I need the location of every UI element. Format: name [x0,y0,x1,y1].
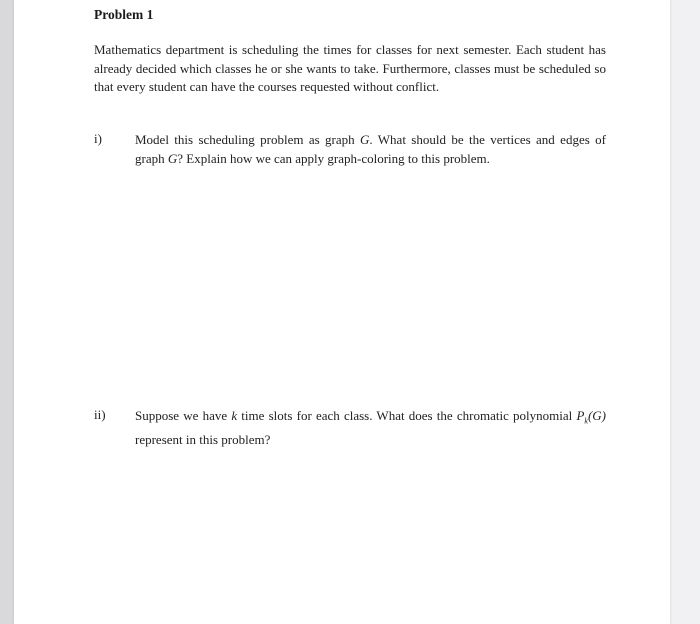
item-2-label: ii) [94,407,106,422]
item-2-text: Suppose we have k time slots for each class. What does the chromatic polynomial $P_k(G)$ represent in this problem? [135,408,606,448]
math-sub-k: k [584,416,588,426]
problem-title: Problem 1 [94,7,154,22]
problem-intro: Mathematics department is scheduling the times for classes for next semester. Each student has already decided which classes he or she wants to take. Furthermore, classes must be scheduled so that every student can have the courses requested without conflict. [94,42,606,94]
math-p: P [576,408,585,423]
math-g: G [360,132,370,147]
math-g: G [167,150,178,166]
item-1-text: Model this scheduling problem as graph G. What should be the vertices and edges of graph G? Explain how we can apply graph-coloring to this problem. [135,132,606,166]
background-strip [670,0,700,624]
math-k: k [231,408,238,423]
item-1-label: i) [94,131,102,146]
document-page [14,0,670,624]
math-g-paren: (G) [587,408,606,423]
